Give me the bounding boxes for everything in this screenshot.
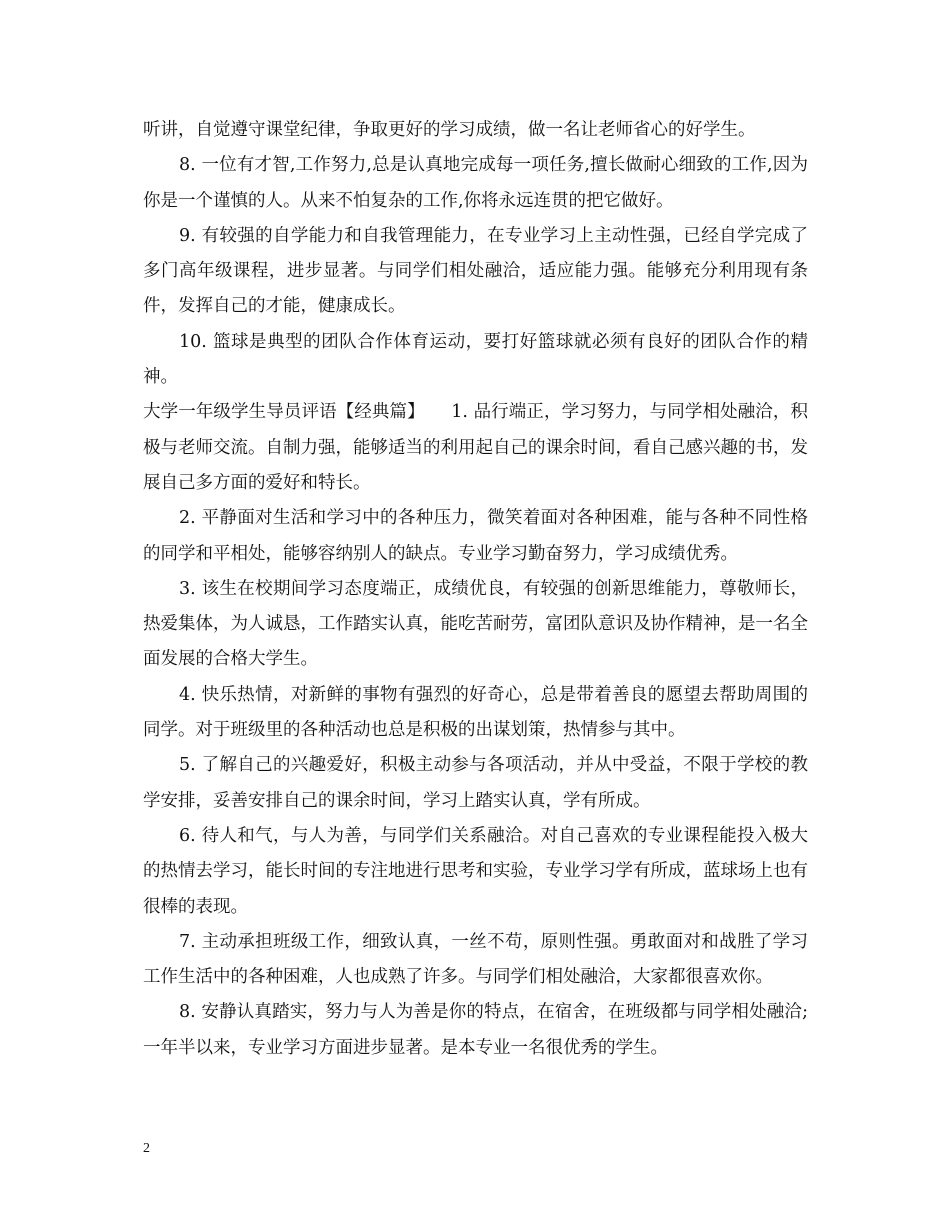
paragraph-item-8: 8. 一位有才智,工作努力,总是认真地完成每一项任务,擅长做耐心细致的工作,因为你是一个谨慎的人。从来不怕复杂的工作,你将永远连贯的把它做好。 — [143, 155, 808, 211]
section-paragraph — [143, 395, 808, 501]
paragraph-item-8b: 8. 安静认真踏实，努力与人为善是你的特点，在宿舍，在班级都与同学相处融洽;一年半以来，专业学习方面进步显著。是本专业一名很优秀的学生。 — [143, 1002, 808, 1058]
paragraph-continuation: 听讲，自觉遵守课堂纪律，争取更好的学习成绩，做一名让老师省心的好学生。 — [143, 120, 756, 140]
paragraph-item-3: 3. 该生在校期间学习态度端正，成绩优良，有较强的创新思维能力，尊敬师长，热爱集体，为人诚恳，工作踏实认真，能吃苦耐劳，富团队意识及协作精神，是一名全面发展的合格大学生。 — [143, 578, 808, 670]
paragraph-item-6: 6. 待人和气，与人为善，与同学们关系融洽。对自己喜欢的专业课程能投入极大的热情去学习，能长时间的专注地进行思考和实验，专业学习学有所成，蓝球场上也有很棒的表现。 — [143, 825, 808, 917]
section-first-item: 1. 品行端正，学习努力，与同学相处融洽，积极与老师交流。自制力强，能够适当的利用起自己的课余时间，看自己感兴趣的书，发展自己多方面的爱好和特长。 — [143, 402, 809, 493]
document-body — [143, 113, 808, 1066]
section-heading: 大学一年级学生导员评语【经典篇】 — [143, 402, 416, 423]
paragraph-item-5: 5. 了解自己的兴趣爱好，积极主动参与各项活动，并从中受益，不限于学校的教学安排，妥善安排自己的课余时间，学习上踏实认真，学有所成。 — [143, 755, 808, 811]
paragraph-item-2: 2. 平静面对生活和学习中的各种压力，微笑着面对各种困难，能与各种不同性格的同学和平相处，能够容纳别人的缺点。专业学习勤奋努力，学习成绩优秀。 — [143, 508, 808, 564]
paragraph-item-9: 9. 有较强的自学能力和自我管理能力，在专业学习上主动性强，已经自学完成了多门高年级课程，进步显著。与同学们相处融洽，适应能力强。能够充分利用现有条件，发挥自己的才能，健康成长。 — [143, 225, 808, 317]
section-gap — [416, 402, 451, 422]
paragraph-item-10: 10. 篮球是典型的团队合作体育运动，要打好篮球就必须有良好的团队合作的精神。 — [143, 331, 808, 388]
page-number: 2 — [143, 1141, 150, 1156]
paragraph-item-7: 7. 主动承担班级工作，细致认真，一丝不苟，原则性强。勇敢面对和战胜了学习工作生活中的各种困难，人也成熟了许多。与同学们相处融洽，大家都很喜欢你。 — [143, 931, 808, 988]
paragraph-item-4: 4. 快乐热情，对新鲜的事物有强烈的好奇心，总是带着善良的愿望去帮助周围的同学。对于班级里的各种活动也总是积极的出谋划策，热情参与其中。 — [143, 684, 808, 741]
